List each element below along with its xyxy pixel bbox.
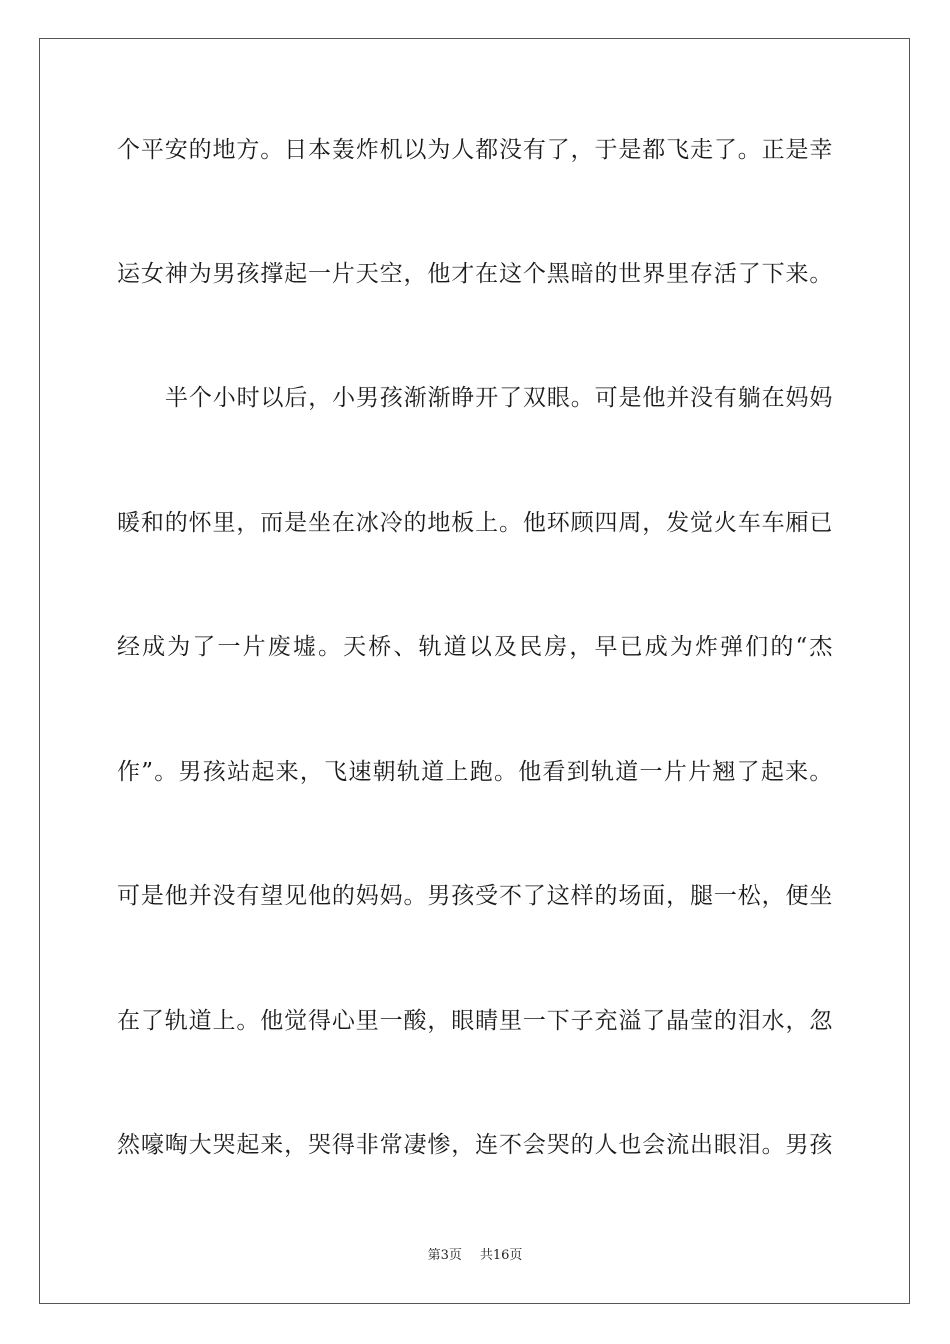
text-line-6: 作”。男孩站起来，飞速朝轨道上跑。他看到轨道一片片翘了起来。 <box>117 759 833 785</box>
text-line-2: 运女神为男孩撑起一片天空，他才在这个黑暗的世界里存活了下来。 <box>117 261 833 287</box>
page-number: 第3页 <box>427 1248 462 1263</box>
text-line-7: 可是他并没有望见他的妈妈。男孩受不了这样的场面，腿一松，便坐 <box>117 883 833 909</box>
text-line-1: 个平安的地方。日本轰炸机以为人都没有了，于是都飞走了。正是幸 <box>117 137 833 163</box>
text-line-5: 经成为了一片废墟。天桥、轨道以及民房，早已成为炸弹们的“杰 <box>117 634 833 660</box>
text-line-9: 然嚎啕大哭起来，哭得非常凄惨，连不会哭的人也会流出眼泪。男孩 <box>117 1132 833 1158</box>
page-footer <box>0 1248 950 1264</box>
text-line-8: 在了轨道上。他觉得心里一酸，眼睛里一下子充溢了晶莹的泪水，忽 <box>117 1008 833 1034</box>
text-line-4: 暖和的怀里，而是坐在冰冷的地板上。他环顾四周，发觉火车车厢已 <box>117 510 833 536</box>
page-total: 共16页 <box>479 1248 523 1263</box>
text-line-3: 半个小时以后，小男孩渐渐睁开了双眼。可是他并没有躺在妈妈 <box>165 385 833 411</box>
page-frame <box>39 38 910 1304</box>
